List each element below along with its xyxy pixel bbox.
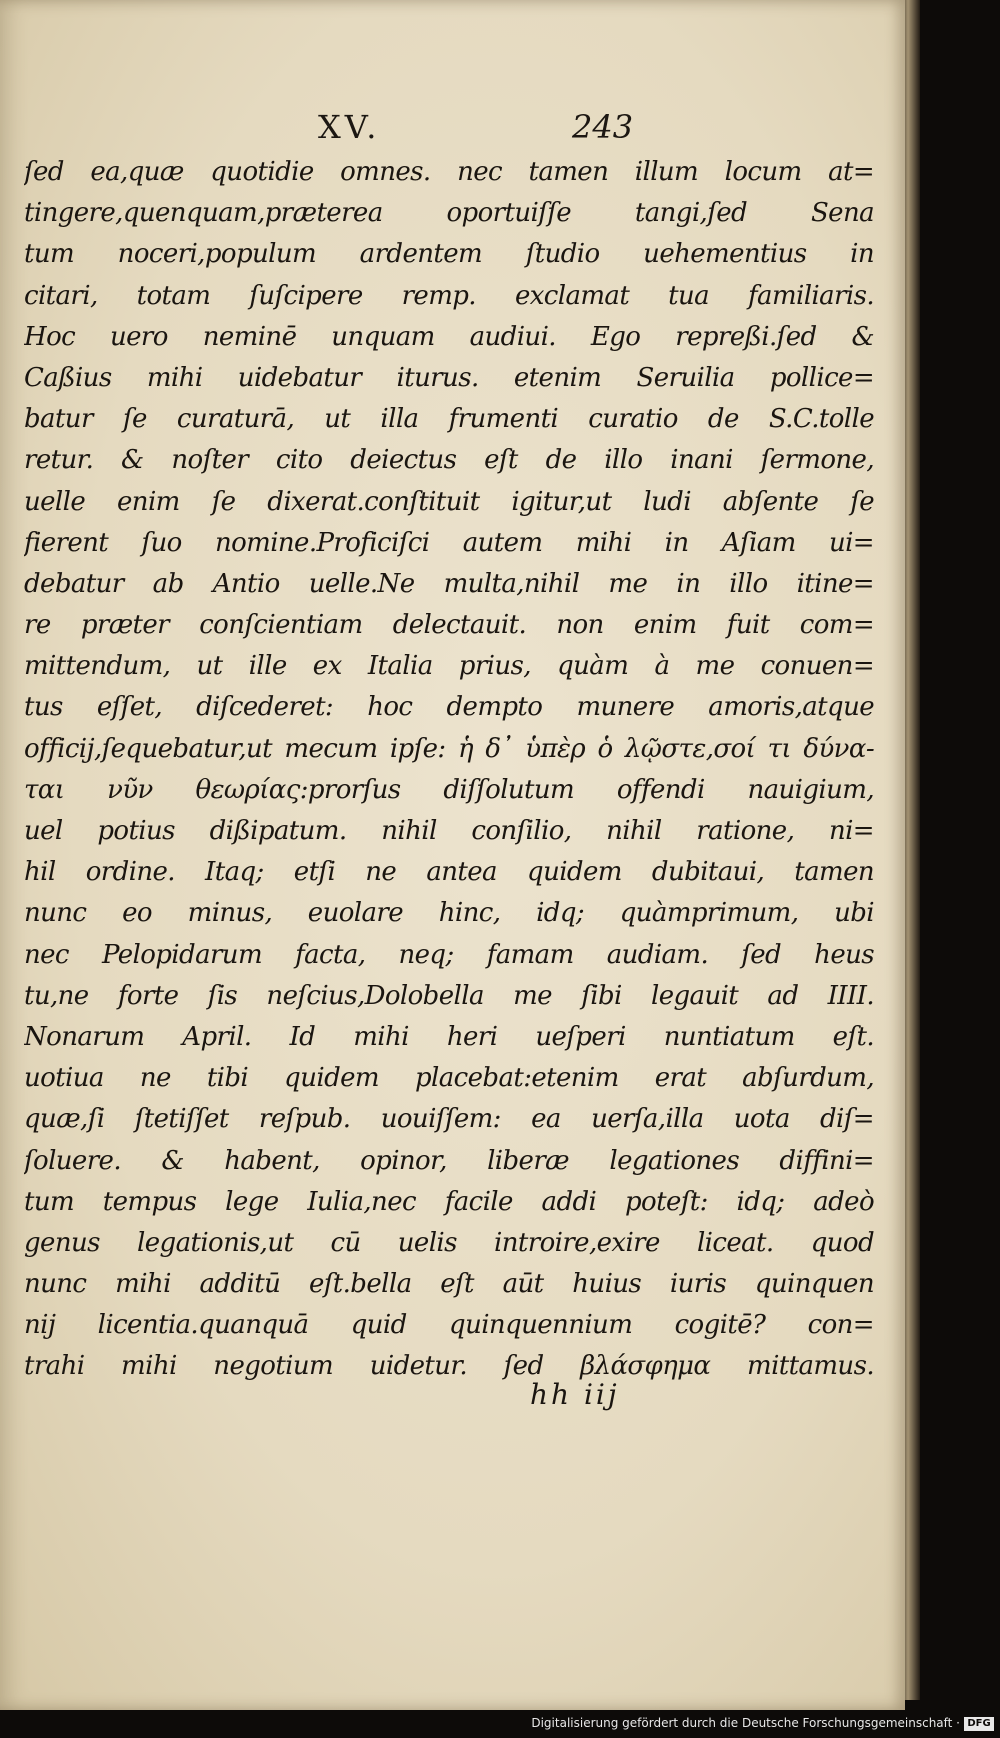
text-line: tingere,quenquam,præterea oportuiſſe tangi,ſed Sena: [24, 198, 874, 229]
dfg-logo-icon: DFG: [964, 1717, 994, 1731]
text-line: re præter conſcientiam delectauit. non enim fuit com=: [24, 610, 874, 641]
text-line: tum tempus lege Iulia,nec facile addi poteſt: idq; adeò: [24, 1186, 874, 1217]
text-line: ſed ea,quæ quotidie omnes. nec tamen illum locum at=: [24, 157, 874, 187]
text-line: batur ſe curaturā, ut illa frumenti curatio de S.C.tolle: [24, 404, 874, 435]
text-line: genus legationis,ut cū uelis introire,exire liceat. quod: [24, 1227, 874, 1258]
page-header: [0, 108, 905, 152]
text-line: tus eſſet, diſcederet: hoc dempto munere amoris,atque: [24, 692, 874, 723]
text-line: tum noceri,populum ardentem ſtudio uehementius in: [24, 239, 874, 270]
text-line: officij,ſequebatur,ut mecum ipſe: ἡ δ᾽ ὑπὲρ ὁ λῷστε,σοί τι δύνα-: [24, 733, 874, 764]
page-number: 243: [572, 108, 634, 146]
text-line: uotiua ne tibi quidem placebat:etenim erat abſurdum,: [24, 1063, 874, 1094]
footer-bar: [0, 1714, 1000, 1738]
text-line: nunc mihi additū eſt.bella eſt aūt huius iuris quinquen: [24, 1269, 874, 1300]
text-line: ſoluere. & habent, opinor, liberæ legationes diffini=: [24, 1145, 874, 1176]
text-line: mittendum, ut ille ex Italia prius, quàm à me conuen=: [24, 651, 874, 682]
body-text: [24, 152, 874, 1388]
text-line: hil ordine. Itaq; etſi ne antea quidem dubitaui, tamen: [24, 857, 874, 888]
text-line: debatur ab Antio uelle.Ne multa,nihil me in illo itine=: [24, 568, 874, 599]
text-line: retur. & noſter cito deiectus eſt de illo inani ſermone,: [24, 445, 874, 476]
text-line: uelle enim ſe dixerat.conſtituit igitur,ut ludi abſente ſe: [24, 486, 874, 517]
text-line: tu,ne forte ſis neſcius,Dolobella me ſibi legauit ad IIII.: [24, 980, 874, 1011]
text-line: citari, totam ſuſcipere remp. exclamat tua familiaris.: [24, 280, 874, 311]
text-line: quæ,ſi ſtetiſſet reſpub. uouiſſem: ea uerſa,illa uota diſ=: [24, 1104, 874, 1135]
text-line: nunc eo minus, euolare hinc, idq; quàmprimum, ubi: [24, 898, 874, 929]
text-line: ται νῦν θεωρίας:prorſus diſſolutum offendi nauigium,: [24, 774, 874, 805]
text-line: uel potius dißipatum. nihil conſilio, nihil ratione, ni=: [24, 816, 874, 846]
text-line: trahi mihi negotium uidetur. ſed βλάσφημα mittamus.: [24, 1351, 874, 1382]
text-line: nec Pelopidarum facta, neq; famam audiam. ſed heus: [24, 939, 874, 970]
running-head: XV.: [318, 108, 381, 146]
text-line: Nonarum April. Id mihi heri ueſperi nuntiatum eſt.: [24, 1021, 874, 1052]
text-line: fierent ſuo nomine.Proficiſci autem mihi in Aſiam ui=: [24, 527, 874, 558]
footer-credit: Digitalisierung gefördert durch die Deutsche Forschungsgemeinschaft ·: [531, 1716, 960, 1730]
text-line: Caßius mihi uidebatur iturus. etenim Seruilia pollice=: [24, 362, 874, 393]
text-line: nij licentia.quanquā quid quinquennium cogitē? con=: [24, 1310, 874, 1341]
signature-mark: hh iij: [530, 1378, 620, 1411]
text-line: Hoc uero neminē unquam audiui. Ego repreßi.ſed &: [24, 321, 874, 352]
